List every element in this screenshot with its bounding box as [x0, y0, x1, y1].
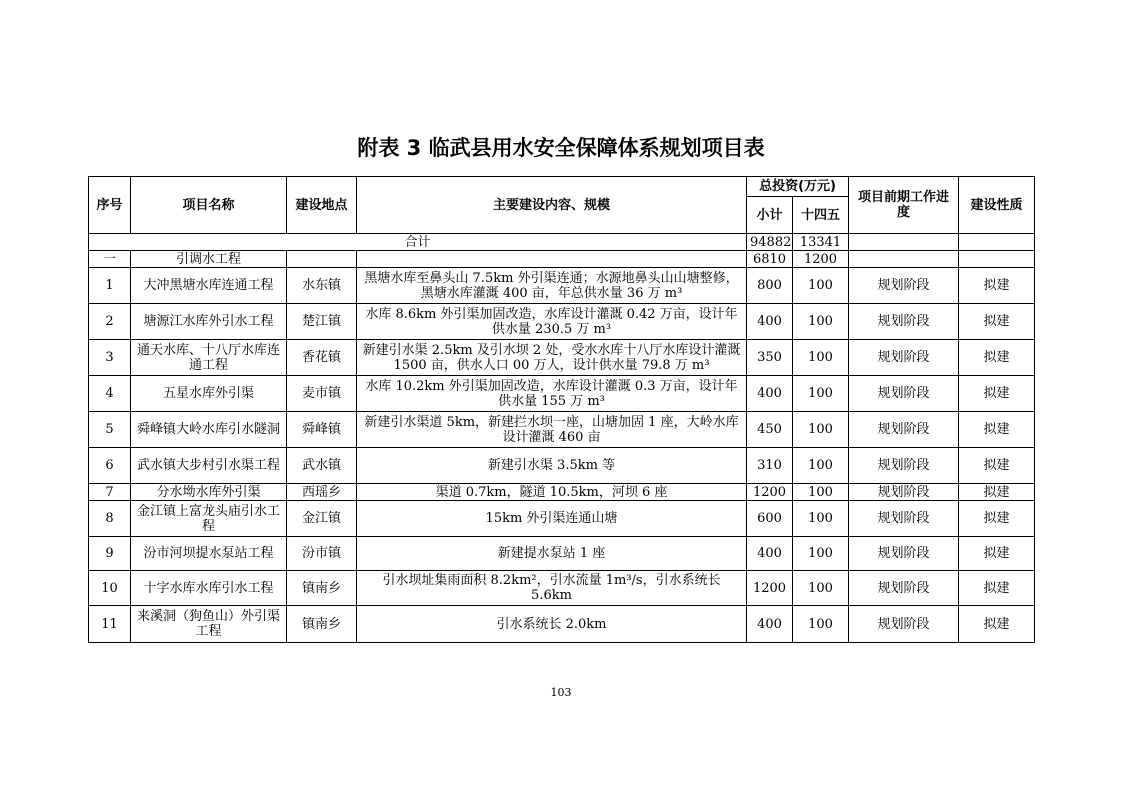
- row-location: 西瑶乡: [287, 484, 357, 501]
- row-name: 五星水库外引渠: [131, 376, 287, 412]
- section-plan14: 1200: [793, 251, 849, 268]
- row-progress: 规划阶段: [849, 304, 959, 340]
- table-row: [89, 501, 1035, 537]
- page-title: 附表 3 临武县用水安全保障体系规划项目表: [357, 136, 765, 160]
- row-name: 十字水库水库引水工程: [131, 571, 287, 606]
- row-plan14: 100: [793, 340, 849, 376]
- row-no: 3: [89, 340, 131, 376]
- row-name: 大冲黑塘水库连通工程: [131, 268, 287, 304]
- row-location: 水东镇: [287, 268, 357, 304]
- header-investment: 总投资(万元): [747, 177, 849, 197]
- section-row: [89, 251, 1035, 268]
- row-content: 水库 8.6km 外引渠加固改造，水库设计灌溉 0.42 万亩，设计年供水量 230.5 万 m³: [357, 304, 747, 340]
- table-row: [89, 484, 1035, 501]
- row-nature: 拟建: [959, 484, 1035, 501]
- row-progress: 规划阶段: [849, 448, 959, 484]
- row-no: 9: [89, 537, 131, 571]
- row-location: 舜峰镇: [287, 412, 357, 448]
- row-content: 新建提水泵站 1 座: [357, 537, 747, 571]
- row-name: 通天水库、十八厅水库连通工程: [131, 340, 287, 376]
- row-plan14: 100: [793, 501, 849, 537]
- row-content: 新建引水渠 2.5km 及引水坝 2 处，受水水库十八厅水库设计灌溉 1500 亩，供水人口 00 万人，设计供水量 79.8 万 m³: [357, 340, 747, 376]
- row-nature: 拟建: [959, 304, 1035, 340]
- row-content: 引水坝址集雨面积 8.2km²，引水流量 1m³/s，引水系统长 5.6km: [357, 571, 747, 606]
- row-content: 新建引水渠道 5km，新建拦水坝一座，山塘加固 1 座，大岭水库设计灌溉 460 亩: [357, 412, 747, 448]
- row-name: 来溪洞（狗鱼山）外引渠工程: [131, 606, 287, 643]
- header-nature: 建设性质: [959, 177, 1035, 234]
- row-nature: 拟建: [959, 606, 1035, 643]
- row-no: 6: [89, 448, 131, 484]
- table-row: [89, 537, 1035, 571]
- row-subtotal: 450: [747, 412, 793, 448]
- header-name: 项目名称: [131, 177, 287, 234]
- row-subtotal: 310: [747, 448, 793, 484]
- row-name: 舜峰镇大岭水库引水隧洞: [131, 412, 287, 448]
- row-nature: 拟建: [959, 537, 1035, 571]
- project-table: [88, 176, 1035, 643]
- row-no: 8: [89, 501, 131, 537]
- row-plan14: 100: [793, 484, 849, 501]
- row-plan14: 100: [793, 304, 849, 340]
- row-progress: 规划阶段: [849, 537, 959, 571]
- row-plan14: 100: [793, 376, 849, 412]
- row-nature: 拟建: [959, 412, 1035, 448]
- table-row: [89, 304, 1035, 340]
- table-row: [89, 412, 1035, 448]
- row-name: 塘源江水库外引水工程: [131, 304, 287, 340]
- row-plan14: 100: [793, 448, 849, 484]
- row-content: 新建引水渠 3.5km 等: [357, 448, 747, 484]
- row-progress: 规划阶段: [849, 268, 959, 304]
- section-name: 引调水工程: [131, 251, 287, 268]
- row-no: 11: [89, 606, 131, 643]
- row-content: 水库 10.2km 外引渠加固改造，水库设计灌溉 0.3 万亩，设计年供水量 155 万 m³: [357, 376, 747, 412]
- row-nature: 拟建: [959, 268, 1035, 304]
- row-nature: 拟建: [959, 571, 1035, 606]
- row-no: 2: [89, 304, 131, 340]
- row-subtotal: 1200: [747, 484, 793, 501]
- row-subtotal: 800: [747, 268, 793, 304]
- row-location: 金江镇: [287, 501, 357, 537]
- section-no: 一: [89, 251, 131, 268]
- total-plan14: 13341: [793, 234, 849, 251]
- total-label: 合计: [89, 234, 747, 251]
- table-row: [89, 448, 1035, 484]
- table-row: [89, 376, 1035, 412]
- row-subtotal: 350: [747, 340, 793, 376]
- row-nature: 拟建: [959, 340, 1035, 376]
- row-location: 镇南乡: [287, 606, 357, 643]
- row-no: 4: [89, 376, 131, 412]
- row-no: 5: [89, 412, 131, 448]
- row-location: 香花镇: [287, 340, 357, 376]
- row-progress: 规划阶段: [849, 484, 959, 501]
- table-row: [89, 571, 1035, 606]
- header-progress: 项目前期工作进度: [849, 177, 959, 234]
- table-row: [89, 268, 1035, 304]
- row-progress: 规划阶段: [849, 376, 959, 412]
- row-name: 武水镇大步村引水渠工程: [131, 448, 287, 484]
- row-subtotal: 1200: [747, 571, 793, 606]
- row-plan14: 100: [793, 606, 849, 643]
- row-content: 15km 外引渠连通山塘: [357, 501, 747, 537]
- row-plan14: 100: [793, 268, 849, 304]
- row-progress: 规划阶段: [849, 340, 959, 376]
- row-plan14: 100: [793, 412, 849, 448]
- table-row: [89, 340, 1035, 376]
- header-plan14: 十四五: [793, 197, 849, 234]
- row-subtotal: 600: [747, 501, 793, 537]
- row-content: 黑塘水库至鼻头山 7.5km 外引渠连通；水源地鼻头山山塘整修，黑塘水库灌溉 400 亩，年总供水量 36 万 m³: [357, 268, 747, 304]
- row-plan14: 100: [793, 537, 849, 571]
- row-location: 楚江镇: [287, 304, 357, 340]
- row-content: 引水系统长 2.0km: [357, 606, 747, 643]
- row-nature: 拟建: [959, 448, 1035, 484]
- row-subtotal: 400: [747, 376, 793, 412]
- total-row: [89, 234, 1035, 251]
- header-location: 建设地点: [287, 177, 357, 234]
- table-row: [89, 606, 1035, 643]
- section-subtotal: 6810: [747, 251, 793, 268]
- row-name: 汾市河坝提水泵站工程: [131, 537, 287, 571]
- row-nature: 拟建: [959, 501, 1035, 537]
- row-name: 金江镇上富龙头庙引水工程: [131, 501, 287, 537]
- row-location: 汾市镇: [287, 537, 357, 571]
- row-progress: 规划阶段: [849, 571, 959, 606]
- row-content: 渠道 0.7km，隧道 10.5km，河坝 6 座: [357, 484, 747, 501]
- row-subtotal: 400: [747, 304, 793, 340]
- row-location: 麦市镇: [287, 376, 357, 412]
- row-nature: 拟建: [959, 376, 1035, 412]
- header-subtotal: 小计: [747, 197, 793, 234]
- row-no: 10: [89, 571, 131, 606]
- row-plan14: 100: [793, 571, 849, 606]
- row-name: 分水坳水库外引渠: [131, 484, 287, 501]
- row-location: 武水镇: [287, 448, 357, 484]
- header-no: 序号: [89, 177, 131, 234]
- row-progress: 规划阶段: [849, 412, 959, 448]
- row-no: 7: [89, 484, 131, 501]
- row-no: 1: [89, 268, 131, 304]
- page-number: 103: [550, 686, 572, 699]
- row-progress: 规划阶段: [849, 606, 959, 643]
- row-location: 镇南乡: [287, 571, 357, 606]
- header-content: 主要建设内容、规模: [357, 177, 747, 234]
- row-subtotal: 400: [747, 606, 793, 643]
- total-subtotal: 94882: [747, 234, 793, 251]
- row-subtotal: 400: [747, 537, 793, 571]
- row-progress: 规划阶段: [849, 501, 959, 537]
